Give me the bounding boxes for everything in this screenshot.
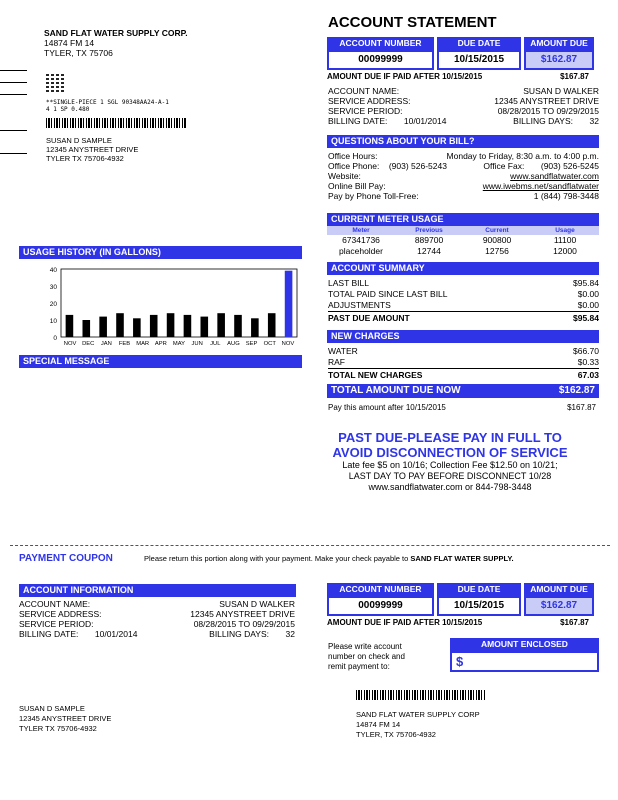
y-tick-label: 40: [49, 267, 57, 274]
x-tick-label: DEC: [82, 341, 95, 347]
amount-after-row: AMOUNT DUE IF PAID AFTER 10/15/2015 $167.87: [327, 72, 589, 81]
statement-title: ACCOUNT STATEMENT: [328, 14, 497, 31]
datamatrix-code: [46, 72, 66, 92]
usage-bar: [234, 315, 242, 337]
margin-tick: [0, 153, 27, 154]
y-tick-label: 30: [49, 284, 57, 291]
notice-line4: LAST DAY TO PAY BEFORE DISCONNECT 10/28: [348, 471, 552, 481]
margin-tick: [0, 94, 27, 95]
x-tick-label: SEP: [245, 341, 258, 347]
write-note: Please write account number on check and remit payment to:: [328, 642, 405, 671]
notice-line5: www.sandflatwater.com or 844-798-3448: [368, 482, 532, 492]
x-tick-label: JUL: [210, 341, 221, 347]
charges-header: NEW CHARGES: [327, 330, 599, 343]
summary-details: LAST BILL $95.84 TOTAL PAID SINCE LAST BILL $0.00 ADJUSTMENTS $0.00 PAST DUE AMOUNT $95.84: [328, 278, 599, 323]
meter-table: [327, 226, 599, 257]
questions-details: Office Hours: Monday to Friday, 8:30 a.m. to 4:00 p.m. Office Phone: (903) 526-5243 Office Fax: (903) 526-5245 Website: www.sandflatwater.com Online Bill Pay: www.iwebms.net/sandflatwater Pay by Phone Toll-Free: 1 (844) 798-3448: [328, 151, 599, 201]
account-number-box: ACCOUNT NUMBER 00099999: [327, 37, 434, 70]
margin-tick: [0, 82, 27, 83]
coupon-account-details: ACCOUNT NAME: SUSAN D WALKER SERVICE ADDRESS: 12345 ANYSTREET DRIVE SERVICE PERIOD: 08/28/2015 TO 09/29/2015 BILLING DATE: 10/01/2014 BILLING DAYS: 32: [19, 599, 295, 639]
margin-tick: [0, 130, 27, 131]
amount-due-box: AMOUNT DUE $162.87: [524, 37, 594, 70]
usage-bar: [133, 318, 141, 337]
mail-code: **SINGLE-PIECE 1 SGL 90348AA24-A-1 4 1 SP 0.480: [46, 99, 169, 113]
usage-bar: [184, 315, 192, 337]
usage-bar: [99, 317, 107, 337]
usage-bar: [66, 315, 74, 337]
sender-name: SAND FLAT WATER SUPPLY CORP.: [44, 28, 188, 38]
margin-tick: [0, 70, 27, 71]
x-tick-label: MAR: [136, 341, 150, 347]
x-tick-label: JUN: [191, 341, 203, 347]
due-date-box: DUE DATE 10/15/2015: [437, 37, 521, 70]
account-summary-boxes: [327, 37, 597, 70]
coupon-account-number-box: ACCOUNT NUMBER 00099999: [327, 583, 434, 616]
coupon-boxes: [327, 583, 597, 616]
usage-bar: [251, 318, 259, 337]
y-tick-label: 0: [53, 335, 57, 342]
x-tick-label: NOV: [281, 341, 295, 347]
sender-address: [44, 28, 188, 58]
sender-addr2: TYLER, TX 75706: [44, 48, 113, 58]
y-tick-label: 10: [49, 318, 57, 325]
usage-bar: [200, 317, 208, 337]
usage-bar: [285, 271, 293, 337]
sender-addr1: 14874 FM 14: [44, 38, 95, 48]
notice-line3: Late fee $5 on 10/16; Collection Fee $12.50 on 10/21;: [342, 460, 558, 470]
amount-enclosed-box: AMOUNT ENCLOSED $: [450, 638, 599, 672]
summary-header: ACCOUNT SUMMARY: [327, 262, 599, 275]
plot-frame: [61, 269, 297, 337]
table-row: 67341736 889700 900800 11100: [342, 235, 577, 245]
meter-table-header: Meter Previous Current Usage: [327, 226, 599, 235]
remit-barcode: [356, 690, 486, 700]
x-tick-label: MAY: [172, 341, 186, 347]
usage-bar: [116, 313, 124, 337]
remit-address: SAND FLAT WATER SUPPLY CORP 14874 FM 14 TYLER, TX 75706-4932: [356, 710, 480, 739]
coupon-recipient-address: SUSAN D SAMPLE 12345 ANYSTREET DRIVE TYLER TX 75706-4932: [19, 704, 112, 733]
notice-line1: PAST DUE-PLEASE PAY IN FULL TO: [338, 430, 562, 445]
x-tick-label: FEB: [118, 341, 131, 347]
notice-line2: AVOID DISCONNECTION OF SERVICE: [332, 445, 568, 460]
coupon-instruction: Please return this portion along with your payment. Make your check payable to SAND FLAT WATER SUPPLY.: [144, 554, 514, 563]
total-due-bar: TOTAL AMOUNT DUE NOW $162.87: [327, 384, 599, 398]
usage-bar: [167, 313, 175, 337]
special-message-header: SPECIAL MESSAGE: [19, 355, 302, 368]
total-after-row: Pay this amount after 10/15/2015 $167.87: [328, 403, 596, 412]
usage-bar: [217, 313, 225, 337]
amount-enclosed-input[interactable]: $: [450, 651, 599, 672]
recipient-address: SUSAN D SAMPLE 12345 ANYSTREET DRIVE TYLER TX 75706-4932: [46, 136, 139, 163]
x-tick-label: AUG: [227, 341, 240, 347]
usage-chart: [19, 259, 302, 351]
meter-header: CURRENT METER USAGE: [327, 213, 599, 226]
usage-bar: [82, 320, 90, 337]
coupon-due-date-box: DUE DATE 10/15/2015: [437, 583, 521, 616]
y-tick-label: 20: [49, 301, 57, 308]
account-info-header: ACCOUNT INFORMATION: [19, 584, 296, 597]
charges-details: WATER $66.70 RAF $0.33 TOTAL NEW CHARGES 67.03: [328, 346, 599, 380]
usage-bar: [268, 313, 276, 337]
usage-history-header: USAGE HISTORY (IN GALLONS): [19, 246, 302, 259]
x-tick-label: NOV: [63, 341, 77, 347]
questions-header: QUESTIONS ABOUT YOUR BILL?: [327, 135, 599, 148]
x-tick-label: JAN: [100, 341, 112, 347]
table-row: placeholder 12744 12756 12000: [339, 246, 577, 256]
x-tick-label: APR: [154, 341, 167, 347]
coupon-after-row: AMOUNT DUE IF PAID AFTER 10/15/2015 $167.87: [327, 618, 589, 627]
past-due-notice: [300, 430, 600, 493]
website-link[interactable]: www.sandflatwater.com: [510, 171, 599, 181]
account-details: ACCOUNT NAME: SUSAN D WALKER SERVICE ADDRESS: 12345 ANYSTREET DRIVE SERVICE PERIOD: 08/28/2015 TO 09/29/2015 BILLING DATE: 10/01/2014 BILLING DAYS: 32: [328, 86, 599, 126]
coupon-amount-due-box: AMOUNT DUE $162.87: [524, 583, 594, 616]
coupon-title: PAYMENT COUPON: [19, 553, 113, 564]
online-bill-pay-link[interactable]: www.iwebms.net/sandflatwater: [482, 181, 599, 191]
tear-line: [10, 545, 610, 546]
x-tick-label: OCT: [263, 341, 276, 347]
usage-bar: [150, 315, 158, 337]
postal-barcode: [46, 118, 186, 128]
